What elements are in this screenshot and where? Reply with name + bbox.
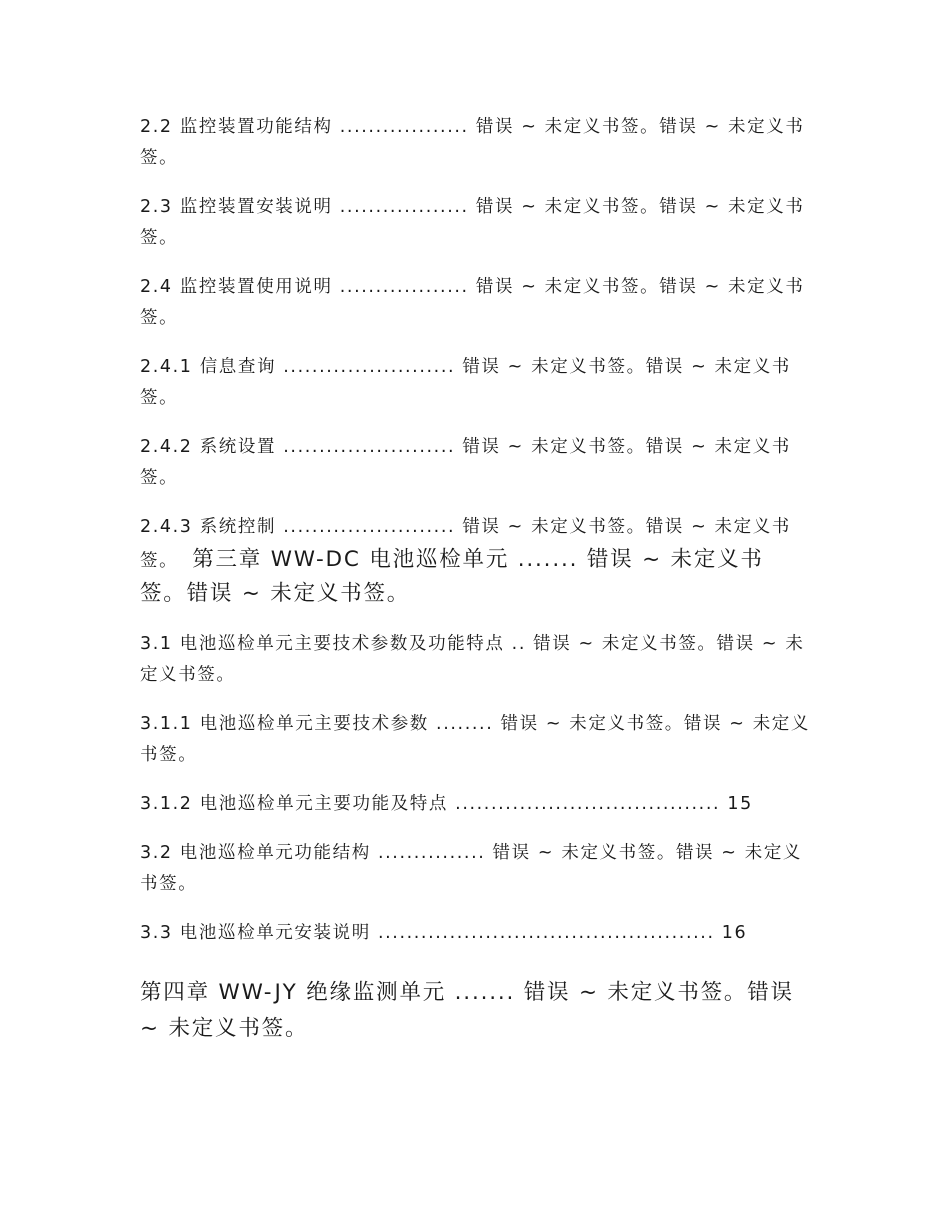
toc-entry-2-4-2[interactable]: 2.4.2 系统设置 ........................ 错误 ~ 未定义书签。错误 ~ 未定义书签。 [140,437,791,488]
toc-entry-3-1-1[interactable]: 3.1.1 电池巡检单元主要技术参数 ........ 错误 ~ 未定义书签。错误 ~ 未定义书签。 [140,714,810,765]
toc-entry-3-1[interactable]: 3.1 电池巡检单元主要技术参数及功能特点 .. 错误 ~ 未定义书签。错误 ~ 未定义书签。 [140,634,805,685]
toc-entry-3-1-2[interactable]: 3.1.2 电池巡检单元主要功能及特点 ..................................... 15 [140,794,753,814]
toc-entry-2-4-3[interactable]: 2.4.3 系统控制 ........................ 错误 ~ 未定义书签。错误 ~ 未定义书签。 第三章 WW-DC 电池巡检单元 ....... 错误 ~ 未定义书签。错误 ~ 未定义书签。 [140,517,791,606]
toc-entry-2-2[interactable]: 2.2 监控装置功能结构 .................. 错误 ~ 未定义书签。错误 ~ 未定义书签。 [140,117,805,168]
table-of-contents [140,112,810,1069]
toc-entry-chapter-4[interactable]: 第四章 WW-JY 绝缘监测单元 ....... 错误 ~ 未定义书签。错误 ~ 未定义书签。 [140,980,794,1041]
toc-entry-3-2[interactable]: 3.2 电池巡检单元功能结构 ............... 错误 ~ 未定义书签。错误 ~ 未定义书签。 [140,843,803,894]
toc-entry-2-3[interactable]: 2.3 监控装置安装说明 .................. 错误 ~ 未定义书签。错误 ~ 未定义书签。 [140,197,805,248]
toc-entry-3-3[interactable]: 3.3 电池巡检单元安装说明 ............................................... 16 [140,923,748,943]
toc-entry-2-4-1[interactable]: 2.4.1 信息查询 ........................ 错误 ~ 未定义书签。错误 ~ 未定义书签。 [140,357,791,408]
toc-entry-2-4[interactable]: 2.4 监控装置使用说明 .................. 错误 ~ 未定义书签。错误 ~ 未定义书签。 [140,277,805,328]
toc-entry-chapter-3[interactable]: 第三章 WW-DC 电池巡检单元 ....... 错误 ~ 未定义书签。错误 ~ 未定义书签。 [140,547,764,606]
